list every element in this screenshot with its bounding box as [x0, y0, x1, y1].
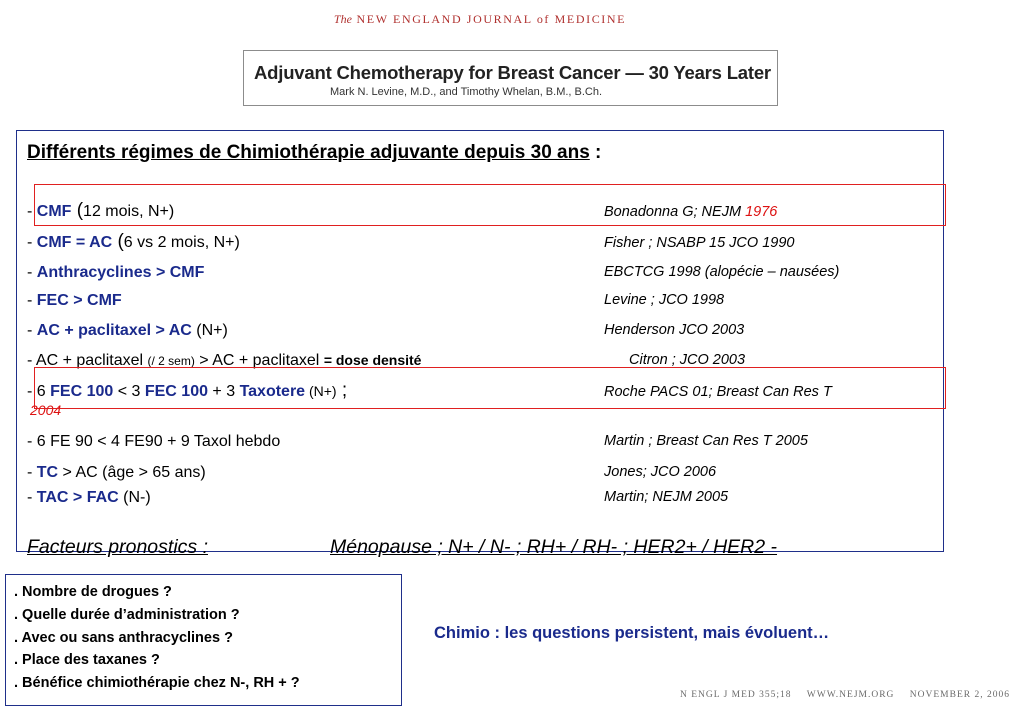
question-item: . Bénéfice chimiothérapie chez N-, RH + ?	[14, 675, 300, 692]
question-item: . Place des taxanes ?	[14, 652, 160, 669]
regimen-row: - AC + paclitaxel > AC (N+) Henderson JCO 2003	[27, 322, 745, 339]
regimen-row: - FEC > CMF Levine ; JCO 1998	[27, 292, 725, 309]
paper-title-box	[243, 50, 778, 106]
regimen-reference: Jones; JCO 2006	[604, 464, 717, 480]
journal-footer	[680, 690, 1022, 700]
questions-box	[5, 574, 402, 706]
footer-date: NOVEMBER 2, 2006	[909, 690, 1010, 700]
regimen-reference: EBCTCG 1998 (alopécie – nausées)	[604, 264, 840, 280]
journal-name: NEW ENGLAND JOURNAL of MEDICINE	[356, 12, 627, 26]
highlight-box-pacs01	[34, 367, 946, 409]
regimen-row: - TAC > FAC (N-) Martin; NEJM 2005	[27, 489, 729, 506]
regimen-row: - AC + paclitaxel (/ 2 sem) > AC + paclitaxel = dose densité Citron ; JCO 2003	[27, 352, 746, 369]
regimen-row: - 6 FEC 100 < 3 FEC 100 + 3 Taxotere (N+) ; Roche PACS 01; Breast Can Res T	[27, 380, 832, 401]
regimen-reference: Bonadonna G; NEJM 1976	[604, 204, 778, 220]
regimen-reference: Henderson JCO 2003	[604, 322, 745, 338]
journal-prefix: The	[333, 12, 352, 26]
regimen-row: - CMF (12 mois, N+) Bonadonna G; NEJM 1976	[27, 200, 778, 221]
regimen-reference: Martin; NEJM 2005	[604, 489, 729, 505]
reference-year-overflow: 2004	[30, 402, 62, 418]
footer-ref: N ENGL J MED 355;18	[680, 690, 792, 700]
regimen-reference: Fisher ; NSABP 15 JCO 1990	[604, 235, 795, 251]
factors-label: Facteurs pronostics :	[27, 536, 208, 558]
prognostic-factors	[27, 536, 927, 559]
regimen-reference: Martin ; Breast Can Res T 2005	[604, 433, 808, 449]
regimen-row: - Anthracyclines > CMF EBCTCG 1998 (alopécie – nausées)	[27, 264, 840, 281]
footer-site: WWW.NEJM.ORG	[806, 690, 895, 700]
regimens-heading: Différents régimes de Chimiothérapie adjuvante depuis 30 ans :	[27, 142, 602, 163]
chimio-callout: Chimio : les questions persistent, mais évoluent…	[434, 624, 830, 642]
regimen-reference: Citron ; JCO 2003	[629, 352, 746, 368]
regimen-reference: Roche PACS 01; Breast Can Res T	[604, 384, 832, 400]
factors-values: Ménopause ; N+ / N- ; RH+ / RH- ; HER2+ / HER2 -	[330, 536, 778, 558]
question-item: . Nombre de drogues ?	[14, 584, 172, 600]
paper-title: Adjuvant Chemotherapy for Breast Cancer — 30 Years Later	[254, 62, 771, 83]
highlight-box-cmf	[34, 184, 946, 226]
journal-masthead	[0, 12, 960, 27]
regimen-row: - CMF = AC (6 vs 2 mois, N+) Fisher ; NSABP 15 JCO 1990	[27, 231, 795, 252]
paper-authors: Mark N. Levine, M.D., and Timothy Whelan, B.M., B.Ch.	[330, 86, 603, 98]
regimen-row: - TC > AC (âge > 65 ans) Jones; JCO 2006	[27, 464, 717, 481]
regimen-reference: Levine ; JCO 1998	[604, 292, 725, 308]
heading-text: Différents régimes de Chimiothérapie adjuvante depuis 30 ans	[27, 142, 590, 163]
question-item: . Quelle durée d’administration ?	[14, 606, 240, 623]
regimen-row: - 6 FE 90 < 4 FE90 + 9 Taxol hebdo Martin ; Breast Can Res T 2005	[27, 433, 808, 450]
question-item: . Avec ou sans anthracyclines ?	[14, 629, 233, 646]
